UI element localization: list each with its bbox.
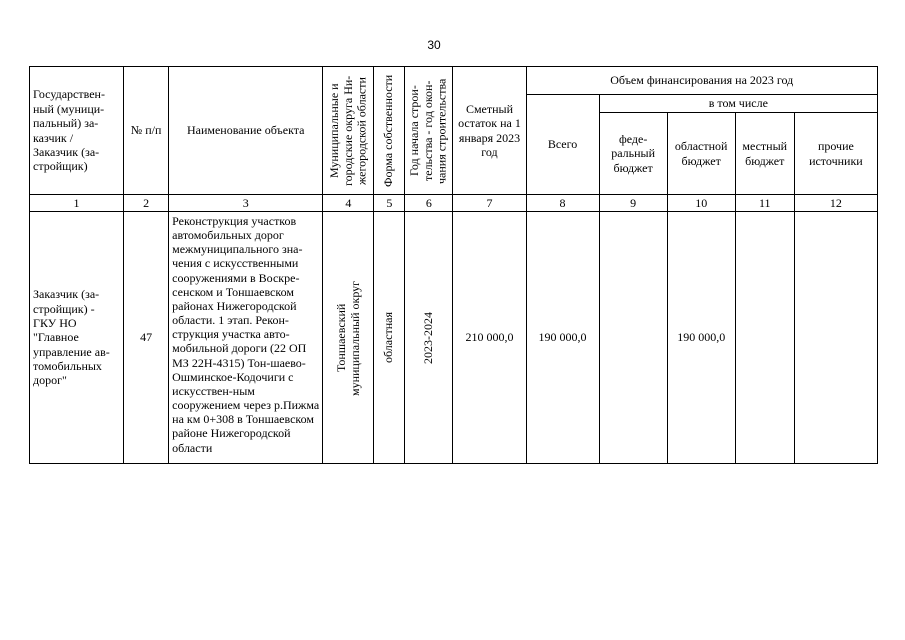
header-object-name-text: Наименование объекта — [186, 123, 305, 138]
header-local-text: местный бюджет — [742, 139, 788, 168]
header-local — [735, 113, 794, 195]
row-total: 190 000,0 — [526, 212, 599, 464]
header-financing — [526, 67, 877, 95]
header-customer-text: Государствен-ный (муници-пальный) за-казчик / Заказчик (за-стройщик) — [33, 87, 105, 174]
row-ownership-text: областная — [381, 312, 396, 363]
header-municipality-text: Муниципальные и городские округа Ни-жегородской области — [326, 75, 369, 186]
column-number: 11 — [735, 195, 794, 212]
row-years-text: 2023-2024 — [421, 311, 436, 364]
row-local — [735, 212, 794, 464]
row-num: 47 — [124, 212, 169, 464]
row-federal — [599, 212, 667, 464]
row-municipality-text: Тоншаевский муниципальный округ — [333, 279, 362, 396]
table-row — [30, 212, 878, 464]
row-ownership — [374, 212, 405, 464]
column-number: 7 — [453, 195, 526, 212]
column-number: 5 — [374, 195, 405, 212]
header-total-text: Всего — [547, 137, 578, 152]
header-ownership-text: Форма собственности — [381, 74, 396, 187]
column-number: 1 — [30, 195, 124, 212]
header-ownership — [374, 67, 405, 195]
column-number: 3 — [169, 195, 323, 212]
row-object-name: Реконструкция участков автомобильных дорог межмуниципального зна-чения с искусственными сооружениями в Воскре-сенском и Тоншаевском районах Нижегородской области. 1 этап. Рекон-струкция участка авто-мобильной дороги (22 ОП МЗ 22Н-4315) Тон-шаево-Ошминское-Кодочиги с искусствен-ным сооружением через р.Пижма на км 0+308 в Тоншаевском районе Нижегородской области — [169, 212, 323, 464]
header-federal-text: феде-ральный бюджет — [611, 131, 656, 175]
header-financing-text: Объем финансирования на 2023 год — [610, 73, 794, 88]
column-numbers-row — [30, 195, 878, 212]
column-number: 10 — [667, 195, 735, 212]
header-years — [405, 67, 453, 195]
row-remainder: 210 000,0 — [453, 212, 526, 464]
column-number: 12 — [794, 195, 877, 212]
header-including — [599, 95, 877, 113]
header-remainder-text: Сметный остаток на 1 января 2023 год — [458, 101, 521, 159]
row-regional: 190 000,0 — [667, 212, 735, 464]
header-including-text: в том числе — [708, 96, 768, 111]
row-years — [405, 212, 453, 464]
header-remainder — [453, 67, 526, 195]
column-number: 4 — [323, 195, 374, 212]
header-num-text: № п/п — [130, 123, 162, 138]
header-row-1 — [30, 67, 878, 95]
header-total — [526, 95, 599, 195]
header-federal — [599, 113, 667, 195]
row-other — [794, 212, 877, 464]
column-number: 2 — [124, 195, 169, 212]
financing-table — [29, 66, 878, 464]
header-customer — [30, 67, 124, 195]
row-municipality — [323, 212, 374, 464]
column-number: 6 — [405, 195, 453, 212]
row-customer: Заказчик (за-стройщик) - ГКУ НО "Главное управление ав-томобильных дорог" — [30, 212, 124, 464]
header-municipality — [323, 67, 374, 195]
page-number: 30 — [427, 38, 441, 52]
header-regional-text: областной бюджет — [674, 139, 728, 168]
column-number: 8 — [526, 195, 599, 212]
column-number: 9 — [599, 195, 667, 212]
header-years-text: Год начала строи-тельства - год окон-чания строительства — [407, 77, 449, 184]
header-other — [794, 113, 877, 195]
header-regional — [667, 113, 735, 195]
header-object-name — [169, 67, 323, 195]
header-other-text: прочие источники — [809, 139, 863, 168]
header-num — [124, 67, 169, 195]
